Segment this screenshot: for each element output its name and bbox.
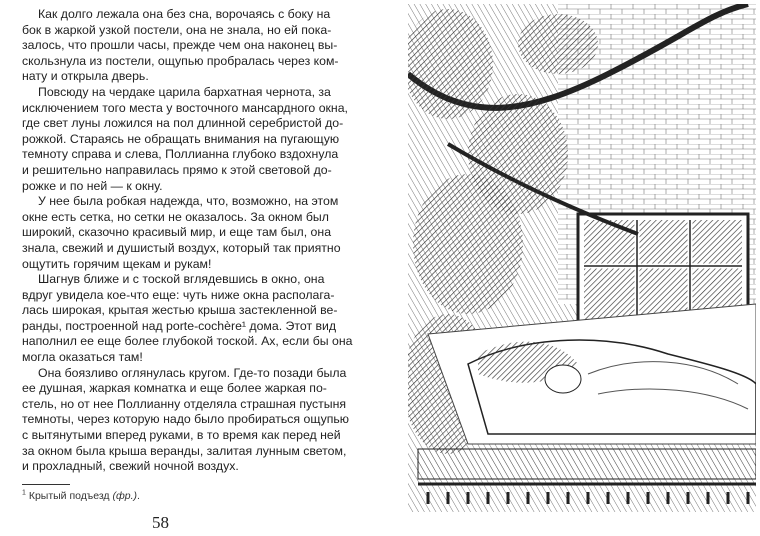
text-line: У нее была робкая надежда, что, возможно, на этом xyxy=(38,194,339,209)
text-line: скользнула из постели, ощупью пробралась через ком- xyxy=(22,53,339,68)
text-line: и решительно направилась прямо к этой световой до- xyxy=(22,162,332,177)
text-line: могла оказаться там! xyxy=(22,350,143,365)
text-line: лась широкая, крытая жестью крыша застекленной ве- xyxy=(22,303,338,318)
footnote-end: . xyxy=(137,490,140,502)
text-line: залось, что прошли часы, прежде чем она наконец вы- xyxy=(22,38,338,53)
text-line: темноты, через которую надо было пробираться ощупью xyxy=(22,412,350,427)
text-line: Как долго лежала она без сна, ворочаясь с боку на xyxy=(38,7,331,21)
text-line: стель, но от нее Поллианну отделяла страшная пустыня xyxy=(22,396,347,411)
text-line: и прохладный, свежий ночной воздух. xyxy=(22,459,239,474)
footnote-divider xyxy=(22,484,70,485)
text-line: исключением того места у восточного мансардного окна, xyxy=(22,100,348,115)
text-line: Шагнув ближе и с тоской вглядевшись в окно, она xyxy=(38,272,325,287)
text-line: широкий, сказочно красивый мир, и еще там был, она xyxy=(22,225,332,240)
text-line: с вытянутыми вперед руками, в то время как перед ней xyxy=(22,428,341,443)
illustration-girl-sleeping xyxy=(408,4,756,512)
footnote xyxy=(22,490,140,503)
footnote-italic: (фр.) xyxy=(112,490,137,502)
text-line: Она боязливо оглянулась кругом. Где-то позади была xyxy=(38,365,347,380)
text-line: рожке и по ней — к окну. xyxy=(22,178,163,193)
text-line: где свет луны ложился на пол длинной серебристой до- xyxy=(22,116,344,131)
body-text xyxy=(22,7,353,475)
text-line: окне есть сетка, но сетки не оказалось. За окном был xyxy=(22,209,329,224)
text-line: рожкой. Стараясь не обращать внимания на пугающую xyxy=(22,131,340,146)
text-line: ранды, построенной над porte-cochère¹ дома. Этот вид xyxy=(22,318,337,333)
text-line: за окном была крыша веранды, залитая лунным светом, xyxy=(22,443,347,458)
text-line: ее душная, жаркая комнатка и еще более жаркая по- xyxy=(22,381,327,396)
text-line: нату и открыла дверь. xyxy=(22,69,149,84)
text-line: вдруг увидела кое-что еще: чуть ниже окна располага- xyxy=(22,287,335,302)
footnote-text: Крытый подъезд xyxy=(28,490,113,502)
text-line: бок в жаркой узкой постели, она не знала, но ей пока- xyxy=(22,22,332,37)
page-number: 58 xyxy=(152,513,169,532)
text-line: Повсюду на чердаке царила бархатная чернота, за xyxy=(38,84,331,99)
text-line: ощутить горячим щекам и рукам! xyxy=(22,256,212,271)
text-line: знала, свежий и душистый воздух, который так приятно xyxy=(22,240,341,255)
footnote-mark: 1 xyxy=(22,489,26,497)
text-line: наполнил ее еще более глубокой тоской. Ах, если бы она xyxy=(22,334,353,349)
text-line: темноту справа и слева, Поллианна глубоко вздохнула xyxy=(22,147,339,162)
